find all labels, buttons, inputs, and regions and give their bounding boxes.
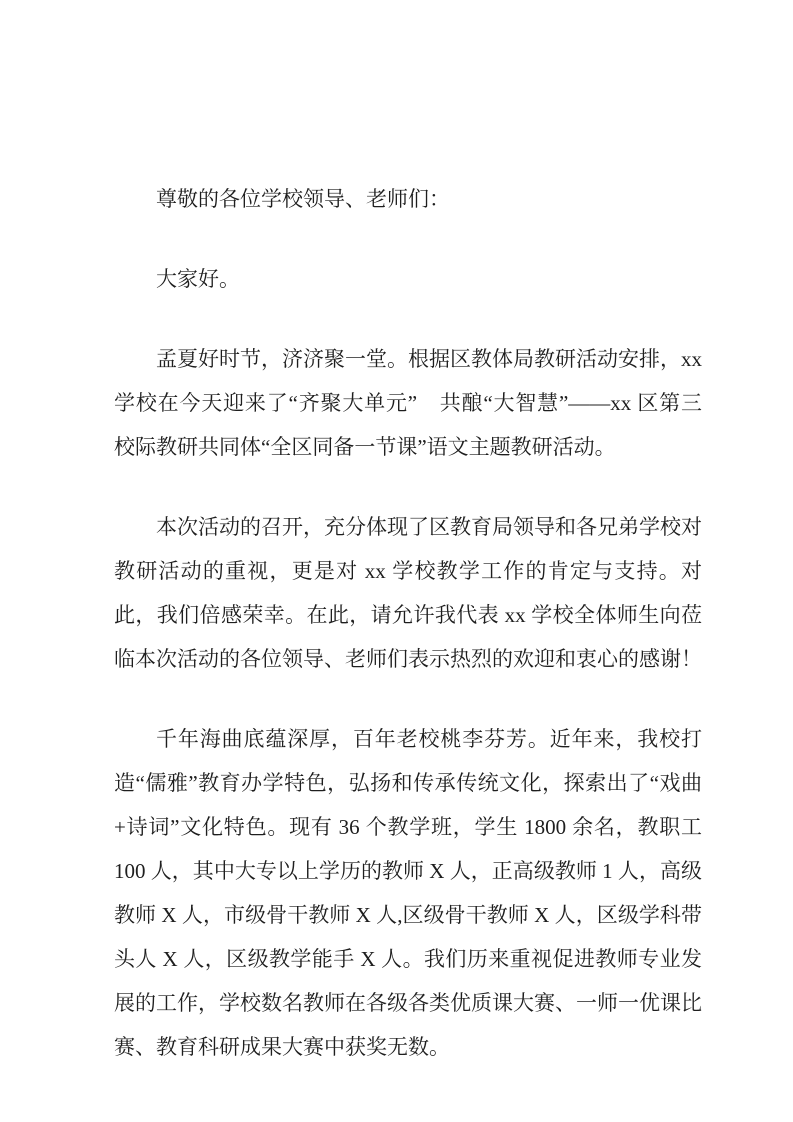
school-overview-paragraph: 千年海曲底蕴深厚，百年老校桃李芬芳。近年来，我校打造“儒雅”教育办学特色，弘扬和传承传统文化，探索出了“戏曲+诗词”文化特色。现有 36 个教学班，学生 1800 余名，教职工 100 人，其中大专以上学历的教师 X 人，正高级教师 1 人，高级教师 X 人，市级骨干教师 X 人,区级骨干教师 X 人，区级学科带头人 X 人，区级教学能手 X 人。我们历来重视促进教师专业发展的工作，学校数名教师在各级各类优质课大赛、一师一优课比赛、教育科研成果大赛中获奖无数。 xyxy=(114,727,702,1059)
document-body xyxy=(114,177,702,1105)
event-introduction-paragraph: 孟夏好时节，济济聚一堂。根据区教体局教研活动安排，xx 学校在今天迎来了“齐聚大单元” 共酿“大智慧”——xx 区第三校际教研共同体“全区同备一节课”语文主题教研活动。 xyxy=(114,347,702,459)
gratitude-paragraph: 本次活动的召开，充分体现了区教育局领导和各兄弟学校对教研活动的重视，更是对 xx 学校教学工作的肯定与支持。对此，我们倍感荣幸。在此，请允许我代表 xx 学校全体师生向莅临本次活动的各位领导、老师们表示热烈的欢迎和衷心的感谢！ xyxy=(114,515,702,671)
salutation-paragraph: 尊敬的各位学校领导、老师们： xyxy=(156,187,450,211)
greeting-paragraph: 大家好。 xyxy=(156,267,240,291)
